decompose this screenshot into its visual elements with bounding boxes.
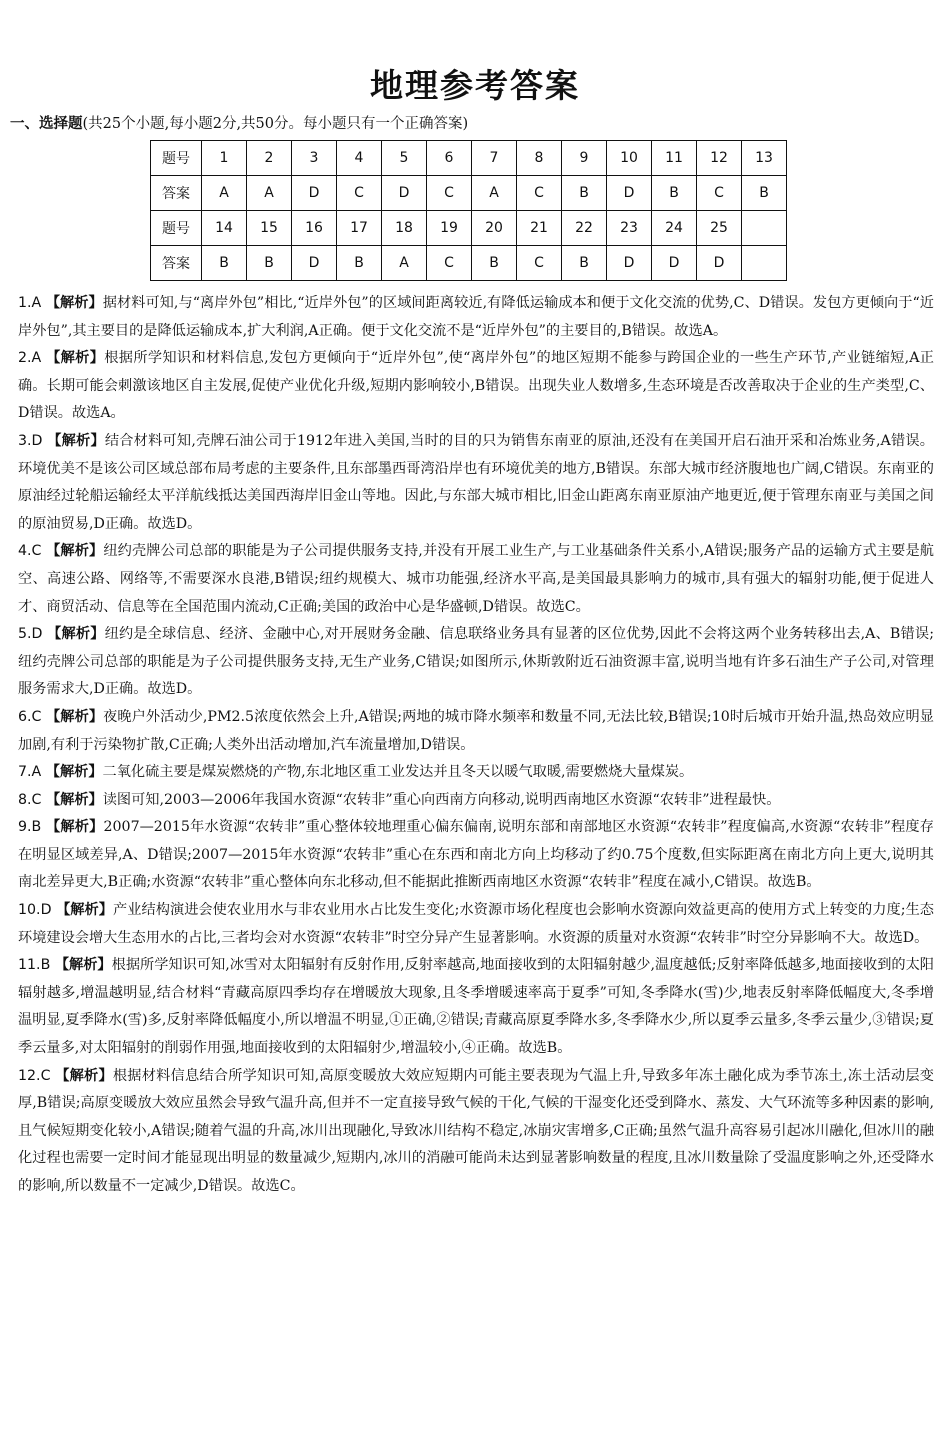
answer-table-row-header: 题号 [151, 211, 202, 246]
analysis-tag: 【解析】 [54, 957, 112, 974]
explanation-text: 夜晚户外活动少,PM2.5浓度依然会上升,A错误;两地的城市降水频率和数量不同,无法比较,B错误;10时后城市开始升温,热岛效应明显加剧,有利于污染物扩散,C正确;人类外出活动增加,汽车流量增加,D错误。 [18, 708, 934, 753]
answer-table-cell: 24 [652, 211, 697, 246]
answer-table-cell: 7 [472, 141, 517, 176]
explanation-text: 产业结构演进会使农业用水与非农业用水占比发生变化;水资源市场化程度也会影响水资源向效益更高的使用方式上转变的力度;生态环境建设会增大生态用水的占比,三者均会对水资源“农转非”时空分异产生显著影响。水资源的质量对水资源“农转非”时空分异影响不大。故选D。 [18, 902, 934, 946]
answer-table-cell: 18 [382, 211, 427, 246]
answer-table-cell: 2 [247, 141, 292, 176]
answer-table-cell: A [202, 176, 247, 211]
analysis-tag: 【解析】 [47, 626, 105, 643]
explanation-text: 读图可知,2003—2006年我国水资源“农转非”重心向西南方向移动,说明西南地区水资源“农转非”进程最快。 [102, 791, 781, 808]
answer-table-cell: D [607, 176, 652, 211]
explanation-item [18, 345, 934, 428]
answer-table-cell: 23 [607, 211, 652, 246]
analysis-tag: 【解析】 [45, 295, 103, 311]
answer-table-cell: B [562, 246, 607, 281]
explanation-item [18, 621, 934, 704]
explanation-item [18, 704, 934, 759]
explanation-list [18, 290, 934, 1201]
analysis-tag: 【解析】 [56, 902, 114, 919]
answer-table-cell: D [652, 246, 697, 281]
question-number-answer: 6.C [18, 708, 42, 725]
answer-table-cell: 16 [292, 211, 337, 246]
question-number-answer: 9.B [18, 819, 42, 836]
question-number-answer: 3.D [18, 432, 43, 449]
section-heading [10, 112, 468, 133]
answer-table-cell: C [697, 176, 742, 211]
answer-table-row-header: 答案 [151, 246, 202, 281]
explanation-item [18, 897, 934, 952]
analysis-tag: 【解析】 [45, 764, 103, 781]
explanation-item [18, 290, 934, 345]
answer-table-cell: B [247, 246, 292, 281]
answer-table-cell: 8 [517, 141, 562, 176]
analysis-tag: 【解析】 [47, 432, 105, 449]
answer-table-row [151, 211, 787, 246]
answer-table-cell: A [382, 246, 427, 281]
answer-table-cell: 25 [697, 211, 742, 246]
answer-table-cell: 14 [202, 211, 247, 246]
analysis-tag: 【解析】 [45, 791, 103, 808]
answer-table-cell: 15 [247, 211, 292, 246]
answer-table-cell: D [292, 246, 337, 281]
explanation-text: 根据所学知识可知,冰雪对太阳辐射有反射作用,反射率越高,地面接收到的太阳辐射越少,温度越低;反射率降低越多,地面接收到的太阳辐射越多,增温越明显,结合材料“青藏高原四季均存在增暖放大现象,且冬季增暖速率高于夏季”可知,冬季降水(雪)少,地表反射率降低幅度大,冬季增温明显,夏季降水(雪)多,反射率降低幅度小,所以增温不明显,①正确,②错误;青藏高原夏季降水多,冬季降水少,所以夏季云量多,冬季云量少,③错误;夏季云量多,对太阳辐射的削弱作用强,地面接收到的太阳辐射少,增温较小,④正确。故选B。 [18, 957, 934, 1057]
answer-table-cell: B [562, 176, 607, 211]
answer-table-cell: A [247, 176, 292, 211]
analysis-tag: 【解析】 [46, 708, 104, 725]
question-number-answer: 11.B [18, 957, 51, 974]
answer-table-cell: 5 [382, 141, 427, 176]
question-number-answer: 4.C [18, 543, 42, 560]
analysis-tag: 【解析】 [46, 350, 105, 367]
answer-table-cell [742, 246, 787, 281]
explanation-item [18, 1063, 934, 1201]
explanation-item [18, 814, 934, 897]
explanation-text: 据材料可知,与“离岸外包”相比,“近岸外包”的区域间距离较近,有降低运输成本和便于文化交流的优势,C、D错误。发包方更倾向于“近岸外包”,其主要目的是降低运输成本,扩大利润,A正确。便于文化交流不是“近岸外包”的主要目的,B错误。故选A。 [18, 295, 934, 339]
answer-table-cell: 10 [607, 141, 652, 176]
answer-table-cell: 22 [562, 211, 607, 246]
answer-table-row-header: 答案 [151, 176, 202, 211]
analysis-tag: 【解析】 [45, 819, 104, 836]
explanation-item [18, 759, 934, 787]
answer-table-cell: 21 [517, 211, 562, 246]
answer-table-cell: 19 [427, 211, 472, 246]
section-label: 一、选择题 [10, 116, 83, 132]
answer-table-cell: 20 [472, 211, 517, 246]
answer-table-cell: D [292, 176, 337, 211]
answer-table-row [151, 246, 787, 281]
answer-table-cell: D [382, 176, 427, 211]
answer-table-cell: 4 [337, 141, 382, 176]
explanation-text: 纽约是全球信息、经济、金融中心,对开展财务金融、信息联络业务具有显著的区位优势,因此不会将这两个业务转移出去,A、B错误;纽约壳牌公司总部的职能是为子公司提供服务支持,无生产业务,C错误;如图所示,休斯敦附近石油资源丰富,说明当地有许多石油生产子公司,对管理服务需求大,D正确。故选D。 [18, 626, 934, 698]
question-number-answer: 5.D [18, 626, 43, 643]
answer-table-row [151, 176, 787, 211]
answer-table-cell: B [472, 246, 517, 281]
answer-table-cell: C [517, 176, 562, 211]
answer-table-cell: B [337, 246, 382, 281]
answer-table-cell: B [202, 246, 247, 281]
analysis-tag: 【解析】 [46, 543, 104, 560]
answer-table-cell: B [742, 176, 787, 211]
section-note: (共25个小题,每小题2分,共50分。每小题只有一个正确答案) [82, 116, 469, 132]
explanation-text: 根据材料信息结合所学知识可知,高原变暖放大效应短期内可能主要表现为气温上升,导致多年冻土融化成为季节冻土,冻土活动层变厚,B错误;高原变暖放大效应虽然会导致气温升高,但并不一定直接导致气候的干化,气候的干湿变化还受到降水、蒸发、大气环流等多种因素的影响,且气候短期变化较小,A错误;随着气温的升高,冰川出现融化,导致冰川结构不稳定,冰崩灾害增多,C正确;虽然气温升高容易引起冰川融化,但冰川的融化过程也需要一定时间才能显现出明显的数量减少,短期内,冰川的消融可能尚未达到显著影响数量的程度,且冰川数量除了受温度影响之外,还受降水的影响,所以数量不一定减少,D错误。故选C。 [18, 1067, 934, 1194]
answer-table-cell: 12 [697, 141, 742, 176]
answer-table-cell: D [607, 246, 652, 281]
explanation-text: 2007—2015年水资源“农转非”重心整体较地理重心偏东偏南,说明东部和南部地区水资源“农转非”程度偏高,水资源“农转非”程度存在明显区域差异,A、D错误;2007—2015年水资源“农转非”重心在东西和南北方向上均移动了约0.75个度数,但实际距离在南北方向上更大,说明其南北差异更大,B正确;水资源“农转非”重心整体向东北移动,但不能据此推断西南地区水资源“农转非”程度在减小,C错误。故选B。 [18, 819, 934, 891]
answer-table-cell: C [517, 246, 562, 281]
answer-table-cell: 17 [337, 211, 382, 246]
explanation-item [18, 952, 934, 1062]
answer-table-cell: 13 [742, 141, 787, 176]
explanation-text: 根据所学知识和材料信息,发包方更倾向于“近岸外包”,使“离岸外包”的地区短期不能参与跨国企业的一些生产环节,产业链缩短,A正确。长期可能会刺激该地区自主发展,促使产业优化升级,短期内影响较小,B错误。出现失业人数增多,生态环境是否改善取决于企业的生产类型,C、D错误。故选A。 [18, 350, 934, 422]
answer-table-cell: 3 [292, 141, 337, 176]
explanation-text: 二氧化硫主要是煤炭燃烧的产物,东北地区重工业发达并且冬天以暖气取暖,需要燃烧大量煤炭。 [102, 764, 694, 781]
explanation-item [18, 538, 934, 621]
answer-table-cell [742, 211, 787, 246]
answer-table-cell: C [427, 246, 472, 281]
answer-table-cell: C [337, 176, 382, 211]
answer-table-cell: C [427, 176, 472, 211]
question-number-answer: 1.A [18, 295, 42, 311]
answer-table-row [151, 141, 787, 176]
question-number-answer: 2.A [18, 350, 42, 367]
answer-table-cell: 1 [202, 141, 247, 176]
answer-table-cell: B [652, 176, 697, 211]
answer-table-cell: 6 [427, 141, 472, 176]
answer-table-cell: 9 [562, 141, 607, 176]
answer-table-cell: 11 [652, 141, 697, 176]
question-number-answer: 12.C [18, 1067, 51, 1084]
answer-table-cell: A [472, 176, 517, 211]
page-title: 地理参考答案 [370, 66, 580, 105]
explanation-item [18, 428, 934, 538]
answer-table-cell: D [697, 246, 742, 281]
explanation-text: 纽约壳牌公司总部的职能是为子公司提供服务支持,并没有开展工业生产,与工业基础条件关系小,A错误;服务产品的运输方式主要是航空、高速公路、网络等,不需要深水良港,B错误;纽约规模大、城市功能强,经济水平高,是美国最具影响力的城市,具有强大的辐射功能,便于促进人才、商贸活动、信息等在全国范围内流动,C正确;美国的政治中心是华盛顿,D错误。故选C。 [18, 543, 934, 615]
answer-table [150, 140, 787, 281]
explanation-text: 结合材料可知,壳牌石油公司于1912年进入美国,当时的目的只为销售东南亚的原油,还没有在美国开启石油开采和冶炼业务,A错误。环境优美不是该公司区域总部布局考虑的主要条件,且东部墨西哥湾沿岸也有环境优美的地方,B错误。东部大城市经济腹地也广阔,C错误。东南亚的原油经过轮船运输经太平洋航线抵达美国西海岸旧金山等地。因此,与东部大城市相比,旧金山距离东南亚原油产地更近,便于管理东南亚与美国之间的原油贸易,D正确。故选D。 [18, 432, 934, 532]
question-number-answer: 10.D [18, 902, 52, 919]
question-number-answer: 7.A [18, 764, 42, 781]
answer-table-row-header: 题号 [151, 141, 202, 176]
explanation-item [18, 787, 934, 815]
analysis-tag: 【解析】 [55, 1067, 113, 1084]
question-number-answer: 8.C [18, 791, 42, 808]
